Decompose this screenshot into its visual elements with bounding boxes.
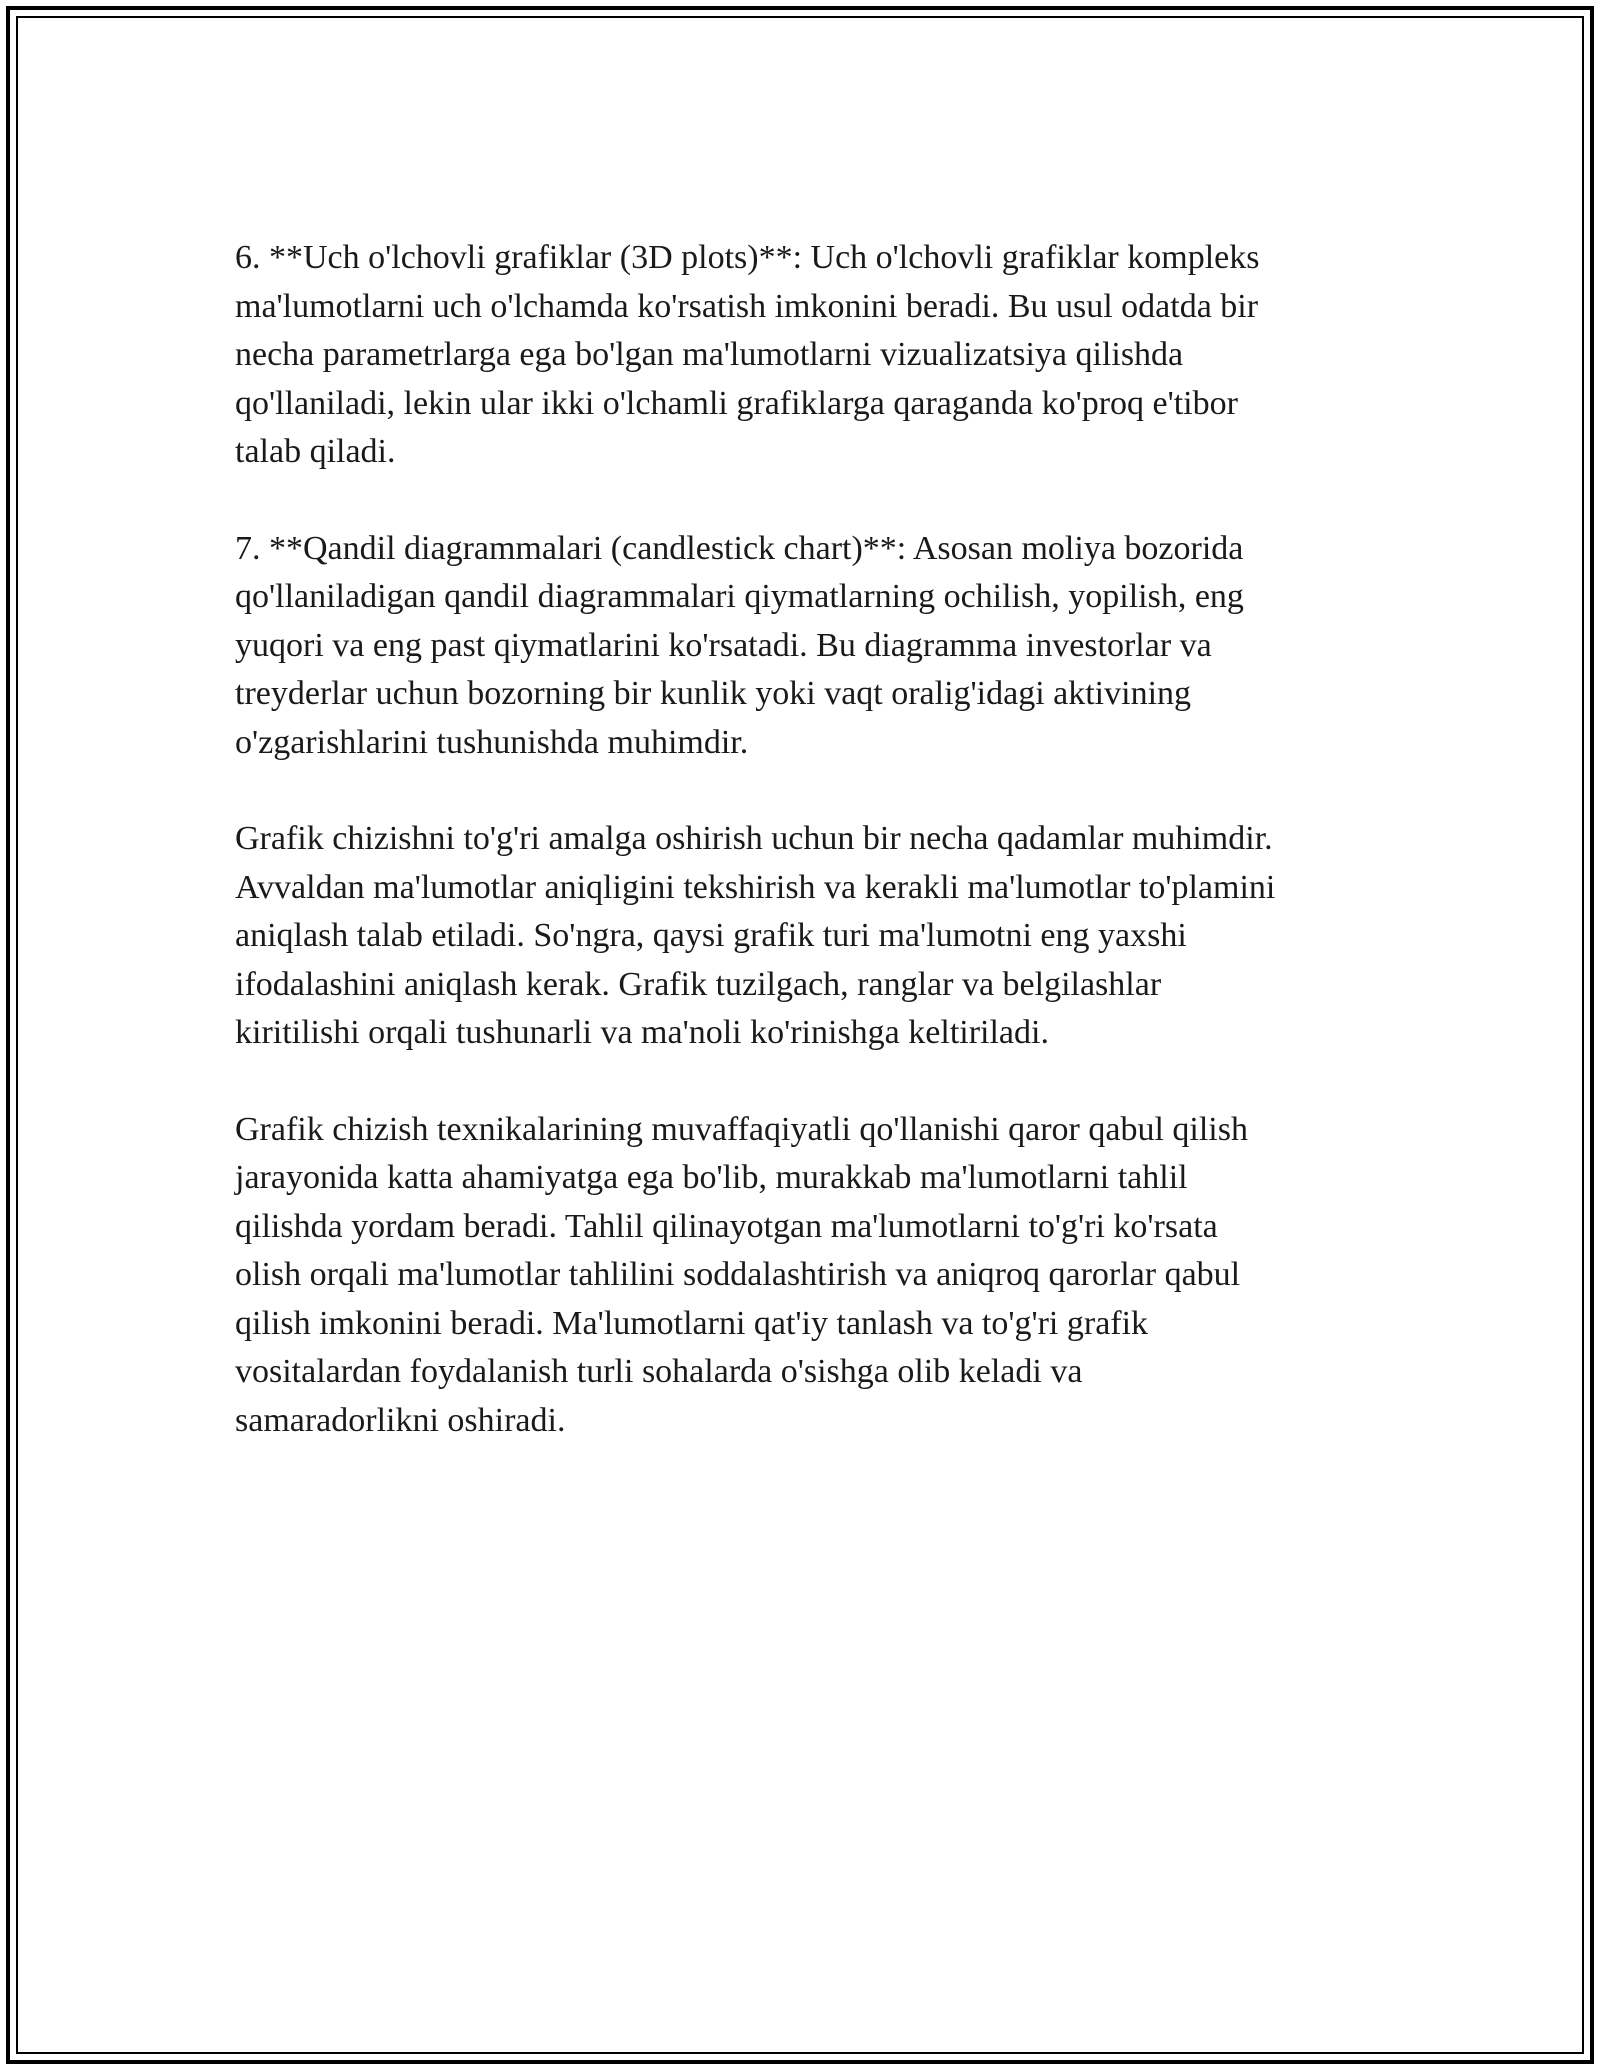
text-line: Avvaldan ma'lumotlar aniqligini tekshirish va kerakli ma'lumotlar to'plamini — [235, 868, 1276, 906]
paragraph-3d-plots — [235, 234, 1385, 477]
text-line: jarayonida katta ahamiyatga ega bo'lib, murakkab ma'lumotlarni tahlil — [235, 1159, 1188, 1196]
text-line: Grafik chizish texnikalarining muvaffaqiyatli qo'llanishi qaror qabul qilish — [235, 1110, 1248, 1148]
text-line: ma'lumotlarni uch o'lchamda ko'rsatish imkonini beradi. Bu usul odatda bir — [235, 287, 1259, 325]
text-line: 7. **Qandil diagrammalari (candlestick chart)**: Asosan moliya bozorida — [235, 529, 1244, 567]
text-line: qilish imkonini beradi. Ma'lumotlarni qat'iy tanlash va to'g'ri grafik — [235, 1304, 1149, 1342]
text-line: olish orqali ma'lumotlar tahlilini soddalashtirish va aniqroq qarorlar qabul — [235, 1256, 1241, 1293]
text-line: aniqlash talab etiladi. So'ngra, qaysi grafik turi ma'lumotni eng yaxshi — [235, 917, 1187, 954]
text-line: qo'llaniladi, lekin ular ikki o'lchamli grafiklarga qaraganda ko'proq e'tibor — [235, 384, 1238, 422]
text-line: ifodalashini aniqlash kerak. Grafik tuzilgach, ranglar va belgilashlar — [235, 965, 1162, 1003]
text-line: samaradorlikni oshiradi. — [235, 1401, 566, 1439]
paragraph-conclusion — [235, 1106, 1385, 1446]
paragraph-steps — [235, 815, 1385, 1058]
text-line: 6. **Uch o'lchovli grafiklar (3D plots)**: Uch o'lchovli grafiklar kompleks — [235, 239, 1260, 276]
text-line: kiritilishi orqali tushunarli va ma'noli ko'rinishga keltiriladi. — [235, 1014, 1049, 1051]
text-line: vositalardan foydalanish turli sohalarda o'sishga olib keladi va — [235, 1353, 1083, 1390]
text-line: yuqori va eng past qiymatlarini ko'rsatadi. Bu diagramma investorlar va — [235, 626, 1212, 664]
text-line: o'zgarishlarini tushunishda muhimdir. — [235, 723, 749, 761]
text-line: necha parametrlarga ega bo'lgan ma'lumotlarni vizualizatsiya qilishda — [235, 336, 1184, 373]
text-line: Grafik chizishni to'g'ri amalga oshirish uchun bir necha qadamlar muhimdir. — [235, 820, 1273, 857]
text-line: treyderlar uchun bozorning bir kunlik yoki vaqt oralig'idagi aktivining — [235, 675, 1192, 712]
text-line: qo'llaniladigan qandil diagrammalari qiymatlarning ochilish, yopilish, eng — [235, 578, 1244, 615]
text-line: qilishda yordam beradi. Tahlil qilinayotgan ma'lumotlarni to'g'ri ko'rsata — [235, 1207, 1218, 1245]
paragraph-candlestick-chart — [235, 525, 1385, 768]
document-body — [235, 234, 1385, 1493]
text-line: talab qiladi. — [235, 433, 396, 470]
